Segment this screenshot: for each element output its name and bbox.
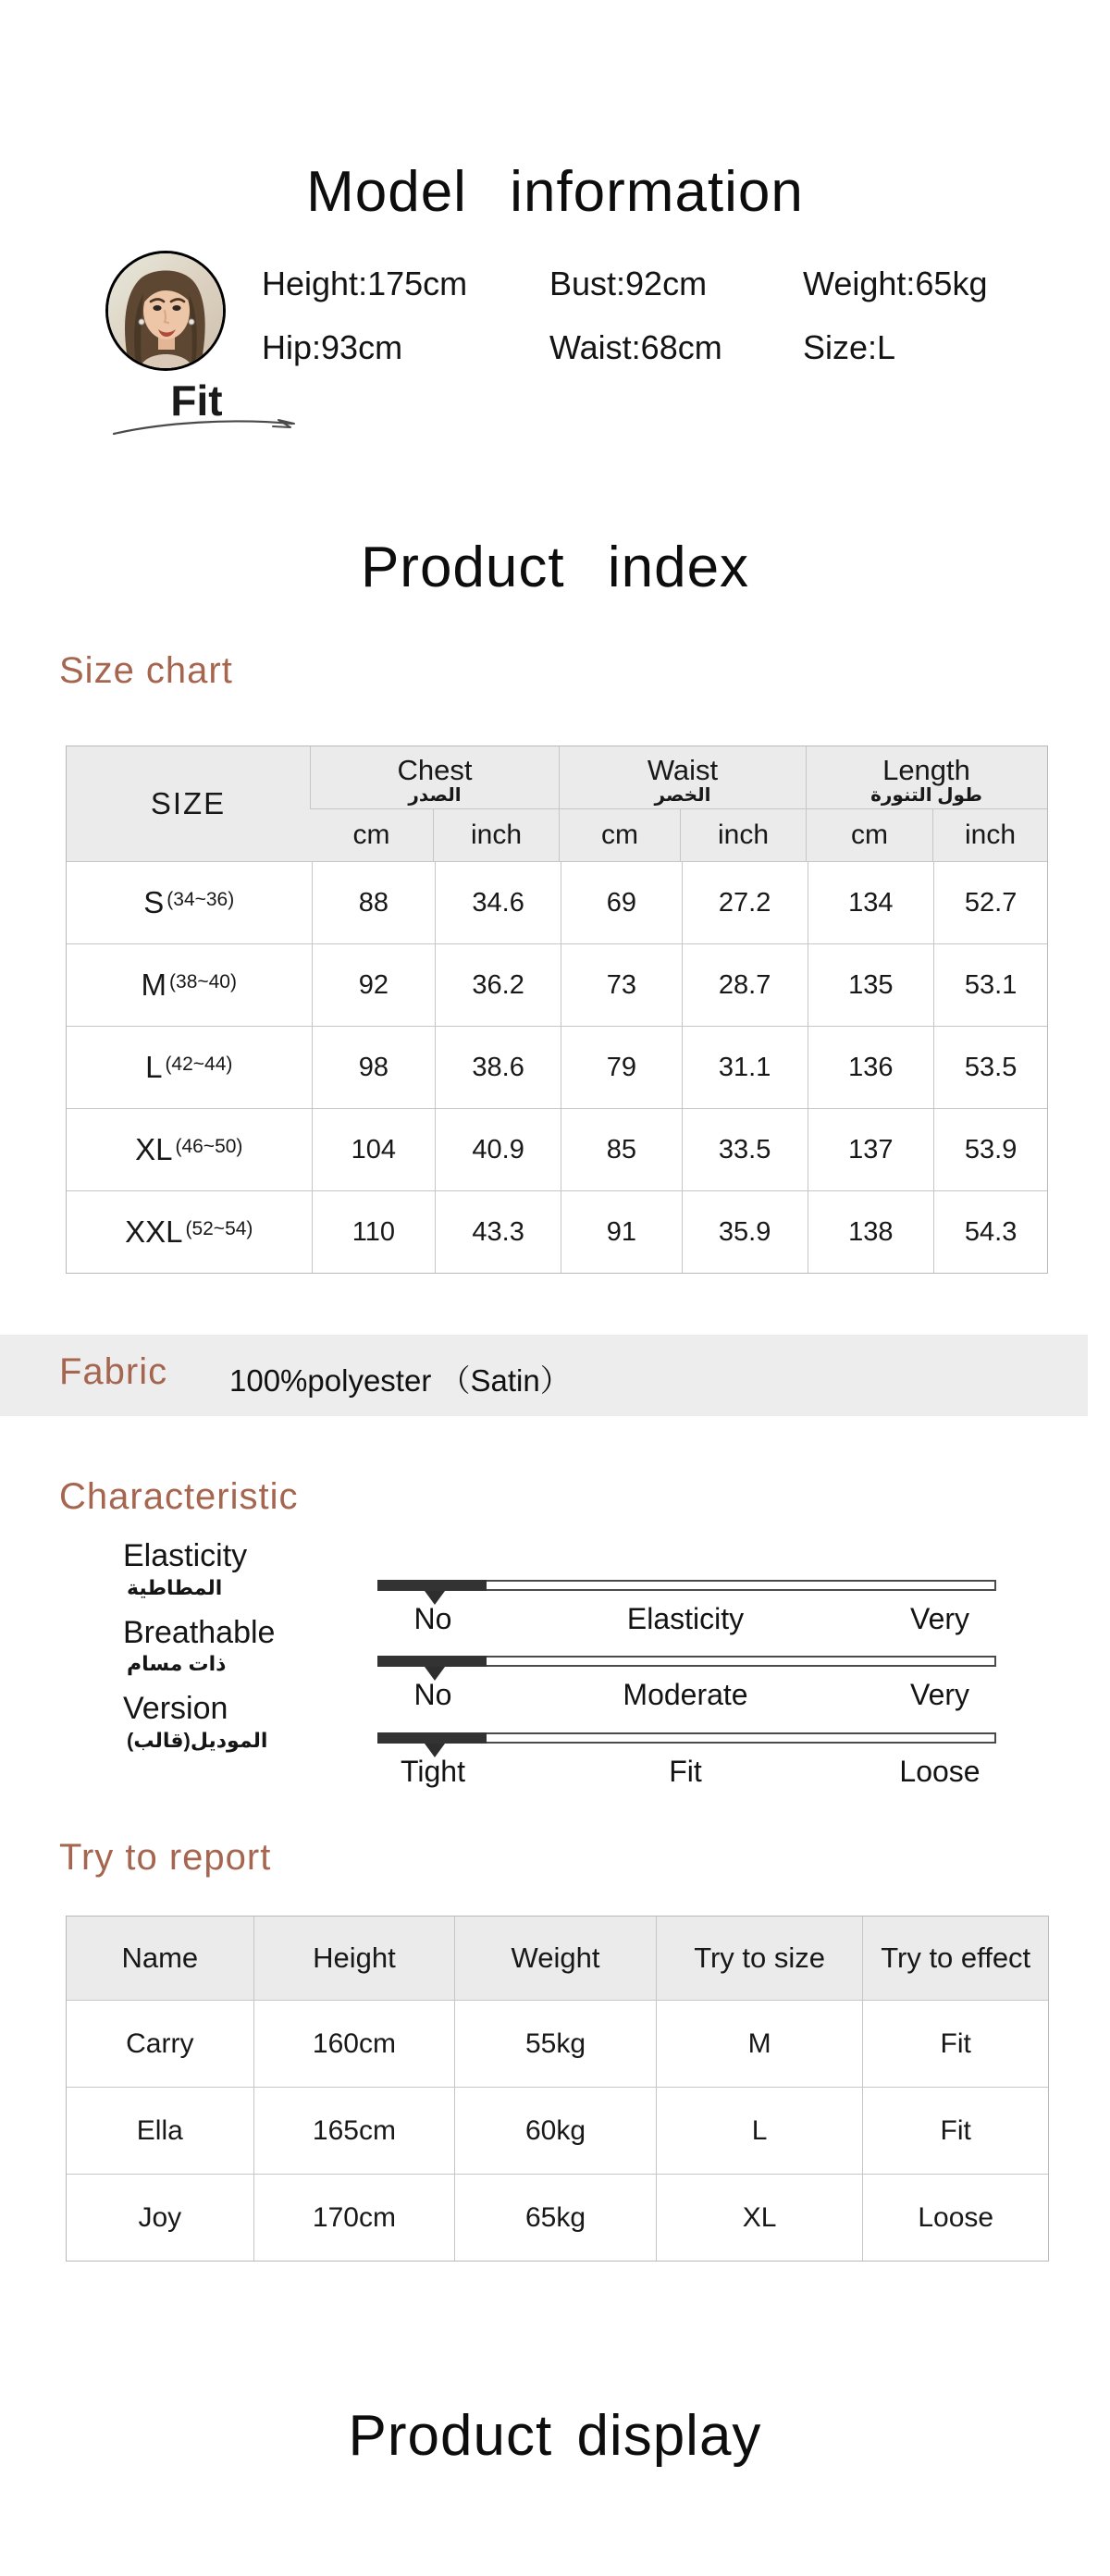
cell: 160cm: [253, 2001, 455, 2087]
cell: 91: [561, 1191, 682, 1273]
cell: 60kg: [454, 2088, 656, 2174]
characteristic-label-en: Version: [123, 1691, 228, 1726]
table-row: [67, 861, 1047, 943]
size-range: (52~54): [185, 1218, 253, 1239]
cell: 79: [561, 1027, 682, 1108]
size-range: (34~36): [166, 889, 235, 910]
characteristic-heading: Characteristic: [59, 1476, 299, 1517]
model-information-title: Model information: [306, 160, 804, 224]
cell: 55kg: [454, 2001, 656, 2087]
table-row: [67, 1108, 1047, 1190]
length-label-en: Length: [882, 754, 970, 787]
size-range: (38~40): [169, 971, 237, 992]
cell: L: [656, 2088, 863, 2174]
cell: 28.7: [682, 944, 808, 1026]
model-stat-hip: Hip:93cm: [262, 328, 403, 366]
column-header: Height: [253, 1917, 455, 2000]
size-column-header: SIZE: [150, 786, 227, 820]
cell: 36.2: [435, 944, 561, 1026]
product-index-title: Product index: [360, 536, 750, 599]
fit-label: Fit: [170, 376, 223, 425]
size-range: (46~50): [175, 1136, 243, 1157]
size-chart-heading: Size chart: [59, 650, 233, 691]
scale-label: Tight: [401, 1755, 465, 1788]
cell: 31.1: [682, 1027, 808, 1108]
cell: Joy: [138, 2201, 182, 2233]
cell: 88: [312, 862, 436, 943]
cell: Fit: [862, 2088, 1048, 2174]
fabric-section: [0, 1335, 1088, 1416]
cell: 104: [312, 1109, 436, 1190]
characteristic-label-ar: الموديل(قالب): [127, 1729, 268, 1752]
column-header: Weight: [454, 1917, 656, 2000]
cell: 170cm: [253, 2175, 455, 2261]
elasticity-slider: [377, 1580, 996, 1591]
scale-label: Very: [909, 1678, 970, 1711]
cell: 134: [808, 862, 934, 943]
size-range: (42~44): [165, 1054, 233, 1075]
cell: 52.7: [933, 862, 1047, 943]
try-table-header: [67, 1917, 1048, 2000]
cell: 110: [312, 1191, 436, 1273]
unit-header: cm: [806, 809, 932, 861]
cell: Carry: [126, 2028, 194, 2059]
scale-label: Very: [909, 1602, 970, 1635]
size-label: [67, 944, 312, 1026]
cell: M: [656, 2001, 863, 2087]
cell: 40.9: [435, 1109, 561, 1190]
table-row: [67, 2174, 1048, 2261]
table-row: [67, 2087, 1048, 2174]
cell: 53.5: [933, 1027, 1047, 1108]
cell: 137: [808, 1109, 934, 1190]
chest-label-en: Chest: [397, 754, 473, 787]
scale-label: No: [413, 1678, 452, 1711]
cell: 65kg: [454, 2175, 656, 2261]
size-chart-header: [67, 746, 1047, 861]
waist-group-header: [559, 746, 806, 808]
size-label: [67, 862, 312, 943]
version-slider: [377, 1732, 996, 1744]
size-label: [67, 1027, 312, 1108]
table-row: [67, 1190, 1047, 1273]
chest-group-header: [310, 746, 559, 808]
waist-label-en: Waist: [647, 754, 719, 787]
slider-fill: [377, 1732, 487, 1744]
cell: 92: [312, 944, 436, 1026]
cell: Loose: [862, 2175, 1048, 2261]
cell: Ella: [136, 2114, 183, 2146]
cell: 69: [561, 862, 682, 943]
cell: 38.6: [435, 1027, 561, 1108]
cell: 138: [808, 1191, 934, 1273]
cell: 54.3: [933, 1191, 1047, 1273]
cell: 53.1: [933, 944, 1047, 1026]
cell: 34.6: [435, 862, 561, 943]
underline-squiggle: [111, 414, 305, 438]
cell: 98: [312, 1027, 436, 1108]
model-stat-weight: Weight:65kg: [803, 265, 988, 302]
cell: 43.3: [435, 1191, 561, 1273]
length-label-ar: طول التنورة: [870, 785, 982, 807]
cell: 165cm: [253, 2088, 455, 2174]
table-row: [67, 2000, 1048, 2087]
cell: Fit: [862, 2001, 1048, 2087]
cell: 35.9: [682, 1191, 808, 1273]
cell: 73: [561, 944, 682, 1026]
size-chart-table: [66, 746, 1048, 1274]
slider-fill: [377, 1656, 487, 1667]
characteristic-label-en: Breathable: [123, 1615, 276, 1650]
size-letter: S: [143, 885, 165, 919]
size-letter: XL: [135, 1132, 173, 1166]
table-row: [67, 943, 1047, 1026]
model-stat-size: Size:L: [803, 328, 896, 366]
try-report-table: [66, 1916, 1049, 2262]
cell: 27.2: [682, 862, 808, 943]
characteristic-label-en: Elasticity: [123, 1538, 248, 1573]
characteristic-label-ar: المطاطية: [127, 1576, 223, 1599]
cell: 85: [561, 1109, 682, 1190]
model-photo: [105, 251, 226, 371]
product-display-title: Product display: [348, 2404, 762, 2468]
size-letter: XXL: [125, 1214, 183, 1249]
cell: 136: [808, 1027, 934, 1108]
column-header: Name: [121, 1941, 199, 1974]
scale-label: Moderate: [623, 1678, 748, 1711]
size-letter: L: [145, 1050, 163, 1084]
chest-label-ar: الصدر: [408, 785, 462, 807]
scale-label: No: [413, 1602, 452, 1635]
slider-fill: [377, 1580, 487, 1591]
size-letter: M: [141, 968, 167, 1002]
model-stat-waist: Waist:68cm: [549, 328, 722, 366]
unit-header: inch: [932, 809, 1047, 861]
size-label: [67, 1191, 312, 1273]
table-row: [67, 1026, 1047, 1108]
cell: XL: [656, 2175, 863, 2261]
column-header: Try to size: [656, 1917, 863, 2000]
fabric-value: 100%polyester （Satin）: [229, 1363, 571, 1398]
model-stat-bust: Bust:92cm: [549, 265, 708, 302]
waist-label-ar: الخصر: [654, 785, 711, 807]
unit-header: inch: [433, 809, 559, 861]
length-group-header: [806, 746, 1046, 808]
fabric-heading: Fabric: [59, 1351, 168, 1392]
unit-header: cm: [559, 809, 680, 861]
unit-header: cm: [352, 820, 390, 851]
cell: 33.5: [682, 1109, 808, 1190]
column-header: Try to effect: [862, 1917, 1048, 2000]
scale-label: Fit: [669, 1755, 702, 1788]
size-label: [67, 1109, 312, 1190]
cell: 135: [808, 944, 934, 1026]
characteristic-label-ar: ذات مسام: [127, 1652, 227, 1675]
scale-label: Loose: [899, 1755, 980, 1788]
unit-header: inch: [680, 809, 806, 861]
model-portrait-illustration: [108, 253, 223, 368]
scale-label: Elasticity: [626, 1602, 745, 1635]
try-report-heading: Try to report: [59, 1837, 272, 1878]
model-stat-height: Height:175cm: [262, 265, 468, 302]
breathable-slider: [377, 1656, 996, 1667]
cell: 53.9: [933, 1109, 1047, 1190]
